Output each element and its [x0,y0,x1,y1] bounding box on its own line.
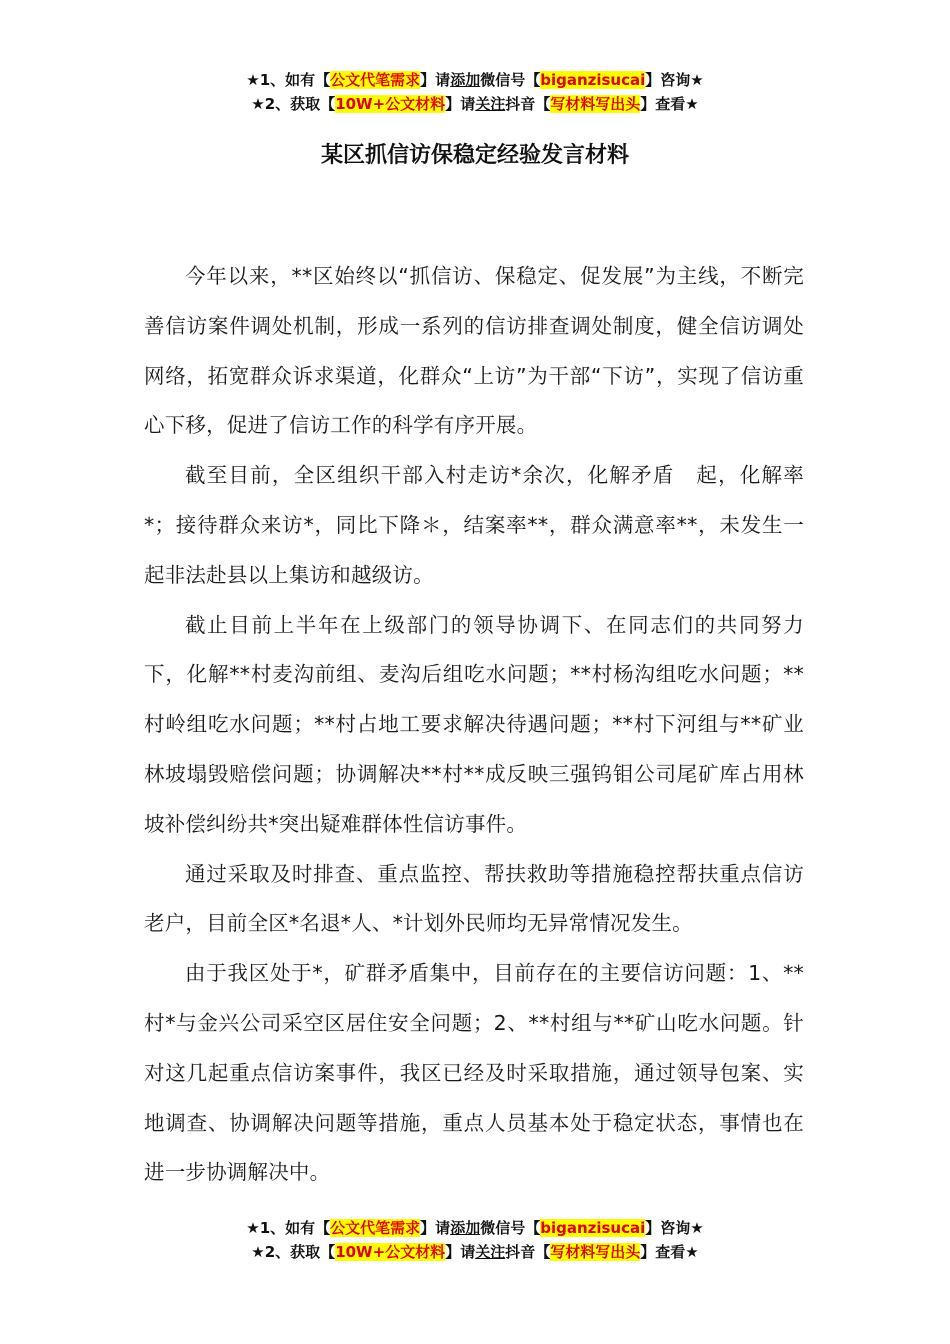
promo-line-2 [0,92,950,116]
promo-line-1 [0,68,950,92]
promo-text: 】咨询★ [645,1219,704,1237]
promo-text: ★1、如有【 [246,71,331,89]
promo-underline: 添加 [450,71,481,89]
promo-underline: 关注 [475,95,506,113]
body-paragraph: 截止目前上半年在上级部门的领导协调下、在同志们的共同努力下，化解**村麦沟前组、麦沟后组吃水问题；**村杨沟组吃水问题；**村岭组吃水问题；**村占地工要求解决待遇问题；**村下河组与**矿业林坡塌毁赔偿问题；协调解决**村**成反映三强钨钼公司尾矿库占用林坡补偿纠纷共*突出疑难群体性信访事件。 [144,612,804,836]
promo-douyin-id: 写材料写出头 [550,95,641,113]
promo-text: 微信号【 [480,1219,541,1237]
body-paragraph: 通过采取及时排查、重点监控、帮扶救助等措施稳控帮扶重点信访老户，目前全区*名退*人、*计划外民师均无异常情况发生。 [144,861,804,936]
promo-line-1 [0,1216,950,1240]
promo-line-2 [0,1240,950,1264]
body-paragraph: 截至目前，全区组织干部入村走访*余次，化解矛盾 起，化解率*；接待群众来访*，同比下降＊，结案率**，群众满意率**，未发生一起非法赴县以上集访和越级访。 [144,463,804,587]
promo-wechat-id: biganzisucai [540,71,646,89]
promo-text: ★1、如有【 [246,1219,331,1237]
promo-highlight: 10W+公文材料 [335,95,446,113]
promo-text: 】请 [445,1243,476,1261]
promo-wechat-id: biganzisucai [540,1219,646,1237]
promo-text: 】咨询★ [645,71,704,89]
body-paragraph: 由于我区处于*，矿群矛盾集中，目前存在的主要信访问题：1、**村*与金兴公司采空区居住安全问题；2、**村组与**矿山吃水问题。针对这几起重点信访案事件，我区已经及时采取措施，通过领导包案、实地调查、协调解决问题等措施，重点人员基本处于稳定状态，事情也在进一步协调解决中。 [144,961,804,1185]
body-paragraph: 今年以来，**区始终以“抓信访、保稳定、促发展”为主线，不断完善信访案件调处机制，形成一系列的信访排查调处制度，健全信访调处网络，拓宽群众诉求渠道，化群众“上访”为干部“下访”，实现了信访重心下移，促进了信访工作的科学有序开展。 [144,264,804,438]
promo-text: 】请 [420,1219,451,1237]
promo-highlight: 公文代笔需求 [330,1219,421,1237]
promo-header [0,68,950,116]
promo-footer [0,1216,950,1264]
document-title: 某区抓信访保稳定经验发言材料 [320,143,629,168]
promo-text: 】查看★ [640,1243,699,1261]
promo-text: 抖音【 [505,95,551,113]
promo-underline: 添加 [450,1219,481,1237]
promo-highlight: 公文代笔需求 [330,71,421,89]
promo-text: 】请 [420,71,451,89]
promo-douyin-id: 写材料写出头 [550,1243,641,1261]
promo-text: 微信号【 [480,71,541,89]
promo-highlight: 10W+公文材料 [335,1243,446,1261]
promo-text: ★2、获取【 [251,95,336,113]
promo-text: 抖音【 [505,1243,551,1261]
promo-underline: 关注 [475,1243,506,1261]
promo-text: ★2、获取【 [251,1243,336,1261]
document-body [144,252,804,1198]
promo-text: 】请 [445,95,476,113]
promo-text: 】查看★ [640,95,699,113]
